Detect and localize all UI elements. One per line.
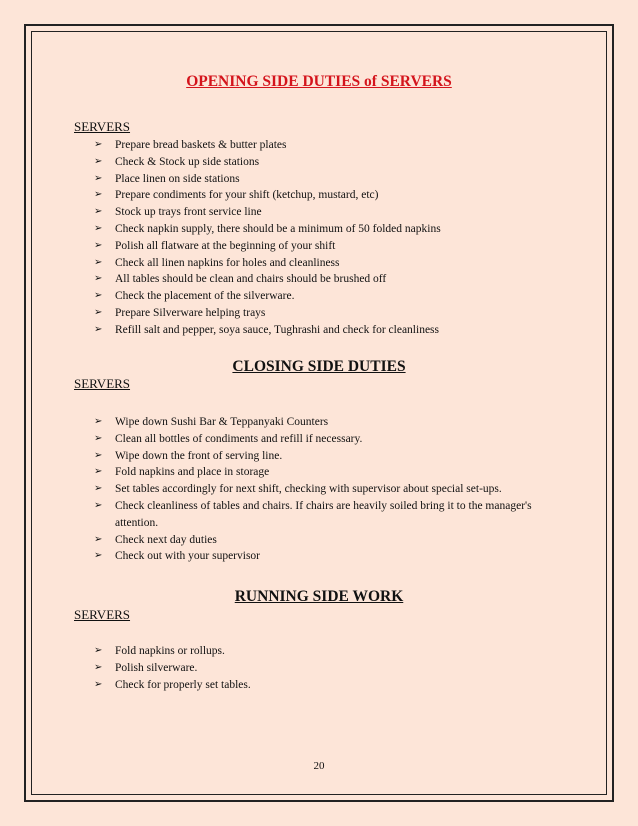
opening-item-text: Place linen on side stations bbox=[115, 172, 240, 185]
opening-item-text: All tables should be clean and chairs should be brushed off bbox=[115, 273, 387, 286]
arrow-bullet-icon: ➢ bbox=[94, 256, 103, 268]
opening-list-item bbox=[94, 238, 564, 255]
arrow-bullet-icon: ➢ bbox=[94, 533, 103, 545]
closing-list-item bbox=[94, 548, 564, 565]
closing-item-text: Check cleanliness of tables and chairs. If chairs are heavily soiled bring it to the manager's attention. bbox=[115, 499, 532, 529]
running-title: RUNNING SIDE WORK bbox=[234, 588, 404, 605]
opening-list-item bbox=[94, 204, 564, 221]
running-servers-label: SERVERS bbox=[74, 607, 131, 622]
arrow-bullet-icon: ➢ bbox=[94, 239, 103, 251]
closing-list-item bbox=[94, 431, 564, 448]
arrow-bullet-icon: ➢ bbox=[94, 139, 103, 150]
arrow-bullet-icon: ➢ bbox=[94, 645, 103, 656]
opening-list-item bbox=[94, 187, 564, 204]
closing-list-item bbox=[94, 414, 564, 431]
arrow-bullet-icon: ➢ bbox=[94, 290, 103, 302]
arrow-bullet-icon: ➢ bbox=[94, 432, 103, 444]
opening-item-text: Refill salt and pepper, soya sauce, Tughrashi and check for cleanliness bbox=[115, 323, 440, 336]
running-item-text: Polish silverware. bbox=[115, 661, 198, 674]
opening-item-text: Polish all flatware at the beginning of your shift bbox=[115, 239, 336, 252]
arrow-bullet-icon: ➢ bbox=[94, 206, 103, 218]
opening-list-item bbox=[94, 305, 564, 322]
opening-item-text: Prepare condiments for your shift (ketchup, mustard, etc) bbox=[115, 189, 379, 202]
arrow-bullet-icon: ➢ bbox=[94, 222, 103, 234]
closing-duties-list bbox=[94, 414, 564, 565]
arrow-bullet-icon: ➢ bbox=[94, 661, 103, 673]
opening-list-item bbox=[94, 271, 564, 288]
opening-item-text: Prepare bread baskets & butter plates bbox=[115, 139, 287, 151]
opening-list-item bbox=[94, 288, 564, 305]
closing-list-item bbox=[94, 498, 564, 532]
closing-item-text: Fold napkins and place in storage bbox=[115, 466, 270, 479]
arrow-bullet-icon: ➢ bbox=[94, 466, 103, 478]
arrow-bullet-icon: ➢ bbox=[94, 678, 103, 690]
closing-list-item bbox=[94, 532, 564, 549]
closing-item-text: Check next day duties bbox=[115, 533, 217, 546]
closing-item-text: Wipe down the front of serving line. bbox=[115, 449, 283, 462]
opening-list-item bbox=[94, 255, 564, 272]
arrow-bullet-icon: ➢ bbox=[94, 483, 103, 495]
running-work-list bbox=[94, 643, 564, 693]
closing-list-item bbox=[94, 448, 564, 465]
closing-list-item bbox=[94, 464, 564, 481]
running-list-item bbox=[94, 660, 564, 677]
opening-title: OPENING SIDE DUTIES of SERVERS bbox=[186, 73, 452, 90]
arrow-bullet-icon: ➢ bbox=[94, 323, 103, 335]
opening-item-text: Prepare Silverware helping trays bbox=[115, 306, 266, 319]
arrow-bullet-icon: ➢ bbox=[94, 499, 103, 511]
opening-duties-list bbox=[94, 137, 564, 339]
opening-item-text: Stock up trays front service line bbox=[115, 206, 262, 219]
opening-list-item bbox=[94, 154, 564, 171]
arrow-bullet-icon: ➢ bbox=[94, 550, 103, 562]
closing-servers-label: SERVERS bbox=[74, 376, 131, 391]
opening-list-item bbox=[94, 221, 564, 238]
closing-item-text: Wipe down Sushi Bar & Teppanyaki Counters bbox=[115, 416, 329, 428]
running-item-text: Check for properly set tables. bbox=[115, 678, 251, 691]
arrow-bullet-icon: ➢ bbox=[94, 155, 103, 167]
closing-item-text: Set tables accordingly for next shift, checking with supervisor about special set-ups. bbox=[115, 483, 502, 496]
arrow-bullet-icon: ➢ bbox=[94, 273, 103, 285]
closing-item-text: Clean all bottles of condiments and refill if necessary. bbox=[115, 432, 363, 445]
arrow-bullet-icon: ➢ bbox=[94, 172, 103, 184]
opening-item-text: Check napkin supply, there should be a minimum of 50 folded napkins bbox=[115, 222, 441, 235]
opening-item-text: Check the placement of the silverware. bbox=[115, 290, 295, 303]
arrow-bullet-icon: ➢ bbox=[94, 416, 103, 427]
opening-list-item bbox=[94, 171, 564, 188]
closing-title: CLOSING SIDE DUTIES bbox=[232, 358, 406, 375]
running-list-item bbox=[94, 643, 564, 660]
opening-servers-label: SERVERS bbox=[74, 119, 131, 134]
arrow-bullet-icon: ➢ bbox=[94, 189, 103, 201]
opening-list-item bbox=[94, 322, 564, 339]
page-number: 20 bbox=[313, 760, 325, 772]
arrow-bullet-icon: ➢ bbox=[94, 449, 103, 461]
closing-list-item bbox=[94, 481, 564, 498]
arrow-bullet-icon: ➢ bbox=[94, 306, 103, 318]
opening-list-item bbox=[94, 137, 564, 154]
running-item-text: Fold napkins or rollups. bbox=[115, 645, 225, 657]
opening-item-text: Check all linen napkins for holes and cleanliness bbox=[115, 256, 340, 269]
opening-item-text: Check & Stock up side stations bbox=[115, 155, 260, 168]
closing-item-text: Check out with your supervisor bbox=[115, 550, 261, 563]
running-list-item bbox=[94, 677, 564, 694]
